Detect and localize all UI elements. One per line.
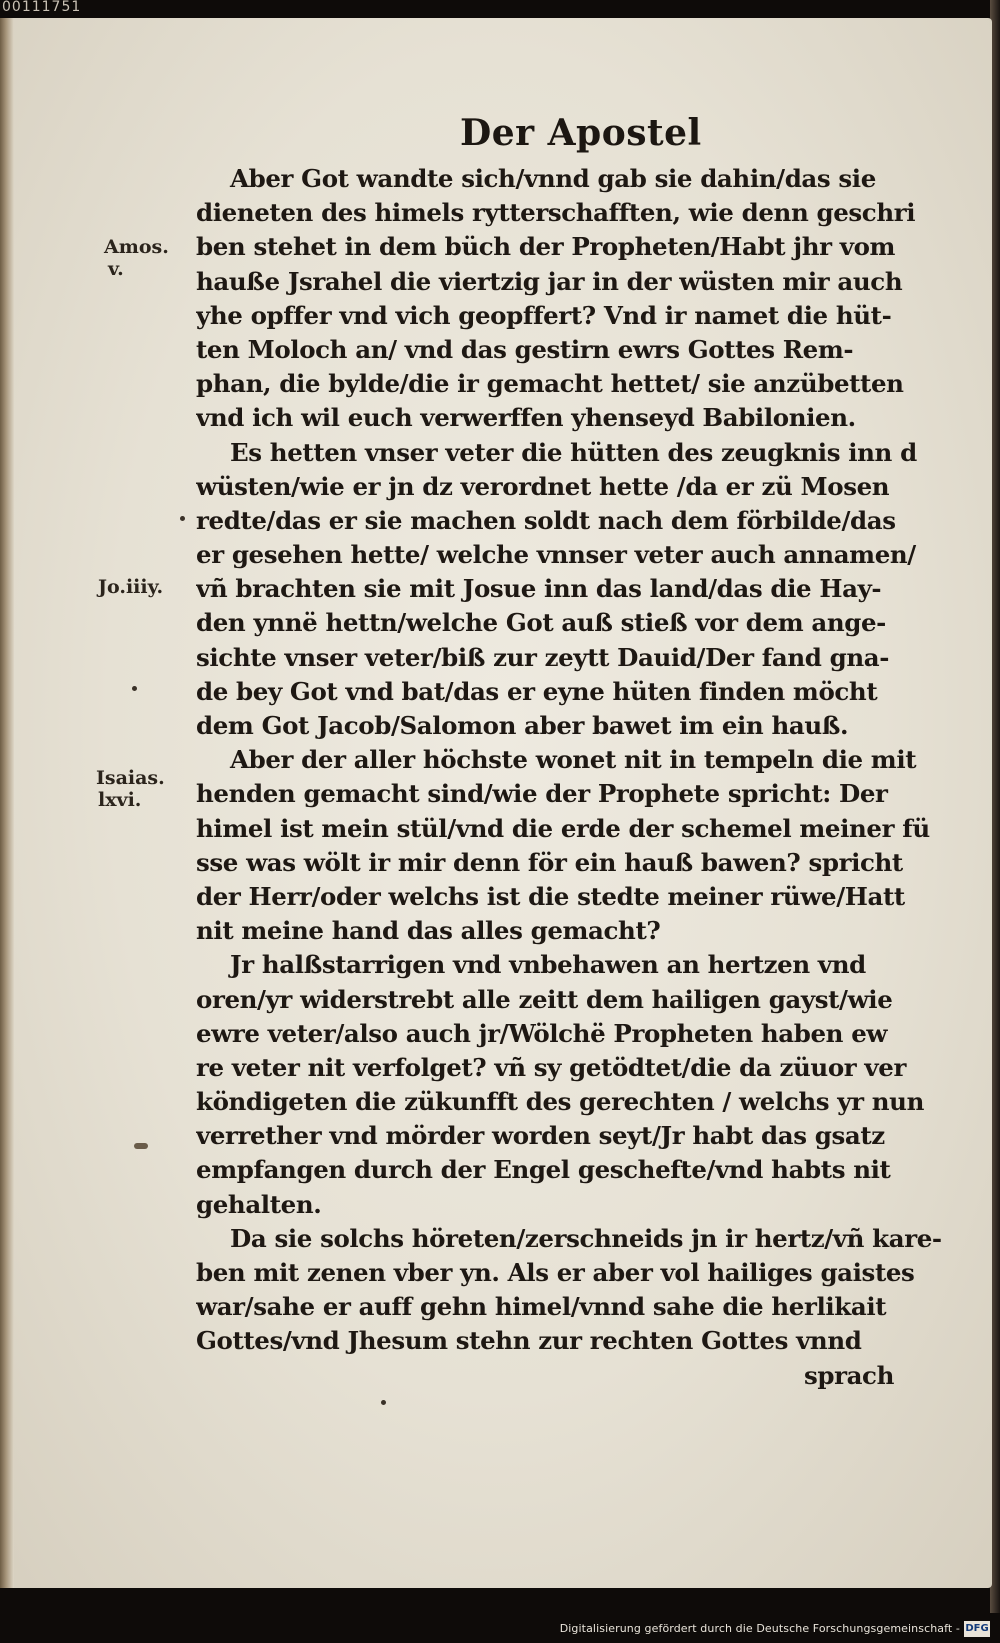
text-line: himel ist mein stül/vnd die erde der schemel meiner fü	[196, 813, 930, 843]
text-line: der Herr/oder welchs ist die stedte meiner rüwe/Hatt	[196, 881, 905, 911]
text-line: re veter nit verfolget? vñ sy getödtet/die da züuor ver	[196, 1052, 906, 1082]
text-line: Da sie solchs höreten/zerschneids jn ir hertz/vñ kare-	[230, 1223, 942, 1253]
text-line: Jr halßstarrigen vnd vnbehawen an hertzen vnd	[230, 950, 866, 980]
ink-speck	[381, 1400, 386, 1405]
text-line: henden gemacht sind/wie der Prophete spricht: Der	[196, 779, 888, 809]
text-line: redte/das er sie machen soldt nach dem förbilde/das	[196, 505, 896, 535]
text-line: ben mit zenen vber yn. Als er aber vol hailiges gaistes	[196, 1258, 915, 1287]
margin-note-line: Jo.iiiy.	[98, 576, 164, 598]
page-gutter-shadow	[0, 18, 14, 1588]
text-line: den ynnë hettn/welche Got auß stieß vor dem ange-	[196, 608, 886, 638]
text-line: gehalten.	[196, 1189, 322, 1219]
margin-note-josue	[98, 576, 163, 598]
running-head: Der Apostel	[460, 112, 702, 154]
catchword: sprach	[803, 1360, 894, 1390]
text-line: vnd ich wil euch verwerffen yhenseyd Babilonien.	[196, 403, 856, 433]
text-line: wüsten/wie er jn dz verordnet hette /da er zü Mosen	[196, 471, 890, 501]
text-line: dieneten des himels rytterschafften, wie denn geschri	[196, 198, 916, 228]
text-line: sichte vnser veter/biß zur zeytt Dauid/Der fand gna-	[196, 642, 890, 672]
text-line: ben stehet in dem büch der Propheten/Habt jhr vom	[196, 232, 896, 262]
text-line: er gesehen hette/ welche vnnser veter auch annamen/	[196, 540, 916, 570]
text-line: Gottes/vnd Jhesum stehn zur rechten Gottes vnnd	[196, 1326, 862, 1356]
text-line: ewre veter/also auch jr/Wölchë Propheten haben ew	[196, 1018, 888, 1048]
margin-note-line: Isaias.	[96, 767, 165, 789]
text-line: Aber der aller höchste wonet nit in tempeln die mit	[230, 745, 917, 775]
funding-credit: Digitalisierung gefördert durch die Deutsche Forschungsgemeinschaft -	[559, 1622, 960, 1635]
margin-note-amos	[104, 236, 169, 280]
text-line: sse was wölt ir mir denn för ein hauß bawen? spricht	[196, 847, 903, 877]
margin-note-isaias	[96, 767, 165, 811]
margin-note-line: Amos.	[104, 236, 169, 258]
text-line: dem Got Jacob/Salomon aber bawet im ein hauß.	[196, 711, 849, 740]
text-line: empfangen durch der Engel geschefte/vnd habts nit	[196, 1155, 891, 1185]
text-line: hauße Jsrahel die viertzig jar in der wüsten mir auch	[196, 266, 903, 296]
text-line: verrether vnd mörder worden seyt/Jr habt das gsatz	[196, 1121, 885, 1151]
margin-note-line: v.	[108, 258, 124, 280]
ink-speck	[180, 516, 185, 521]
margin-note-line: lxvi.	[98, 789, 142, 811]
text-line: Aber Got wandte sich/vnnd gab sie dahin/das sie	[230, 164, 876, 193]
dfg-logo-icon: DFG	[964, 1621, 990, 1637]
text-line: war/sahe er auff gehn himel/vnnd sahe die herlikait	[196, 1292, 887, 1322]
text-line: köndigeten die zükunfft des gerechten / welchs yr nun	[196, 1087, 925, 1117]
text-line: oren/yr widerstrebt alle zeitt dem hailigen gayst/wie	[196, 984, 893, 1014]
text-line: Es hetten vnser veter die hütten des zeugknis inn d	[230, 437, 917, 467]
footer-bar	[0, 1613, 1000, 1643]
text-line: nit meine hand das alles gemacht?	[196, 916, 661, 946]
text-line: phan, die bylde/die ir gemacht hettet/ sie anzübetten	[196, 369, 904, 399]
scan-label: 00111751	[2, 0, 82, 15]
text-line: yhe opffer vnd vich geopffert? Vnd ir namet die hüt-	[196, 300, 892, 330]
ink-speck	[132, 686, 137, 691]
text-line: de bey Got vnd bat/das er eyne hüten finden möcht	[196, 676, 878, 706]
main-text-block	[196, 162, 946, 1393]
text-line: ten Moloch an/ vnd das gestirn ewrs Gottes Rem-	[196, 334, 854, 364]
text-line: vñ brachten sie mit Josue inn das land/das die Hay-	[196, 574, 882, 604]
ink-stain	[134, 1143, 148, 1149]
